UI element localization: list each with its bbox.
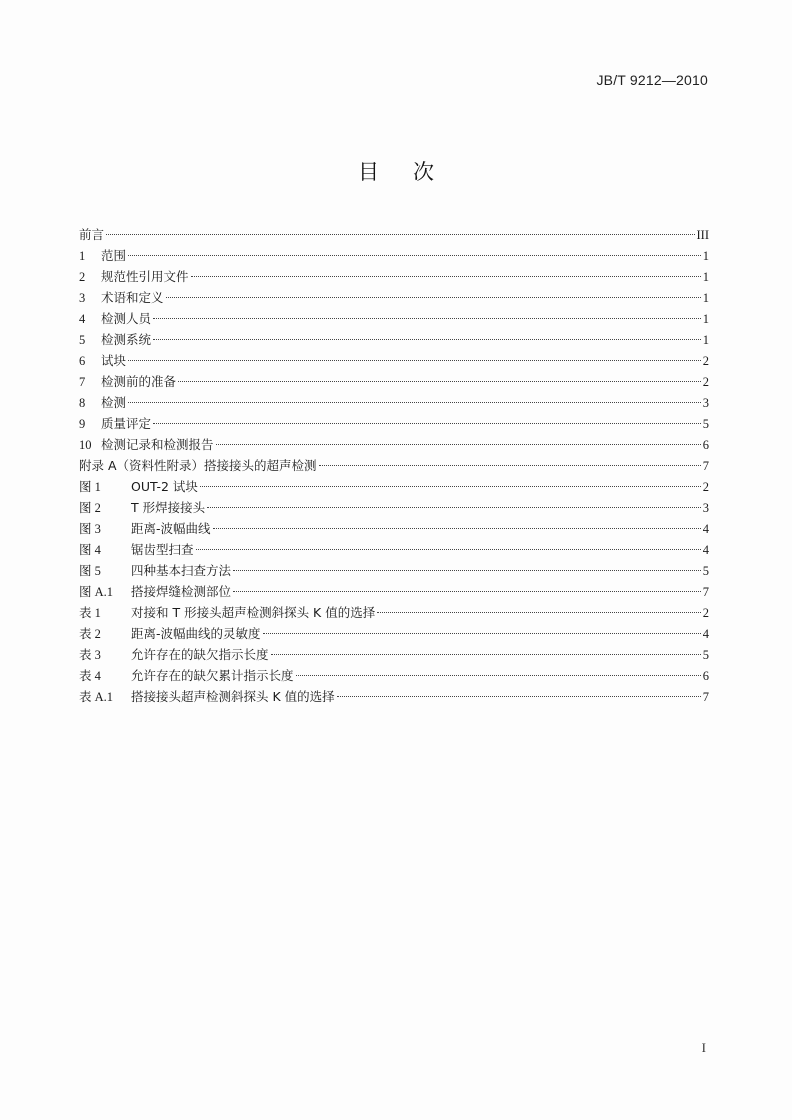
toc-entry-number: 表 4	[79, 669, 101, 683]
toc-entry-label	[79, 602, 375, 624]
toc-entry-label	[79, 686, 335, 708]
toc-entry[interactable]	[79, 665, 709, 686]
toc-entry-number: 表 A.1	[79, 690, 114, 704]
toc-entry-label	[79, 581, 231, 603]
toc-entry-label	[79, 308, 151, 330]
toc-leader-dots	[296, 675, 701, 676]
toc-entry-number: 9	[79, 417, 86, 431]
toc-entry[interactable]	[79, 455, 709, 476]
toc-entry-label	[79, 665, 294, 687]
toc-entry-text: 允许存在的缺欠指示长度	[131, 647, 269, 662]
toc-entry-page: 3	[702, 501, 709, 515]
toc-entry-number: 图 2	[79, 501, 101, 515]
toc-entry[interactable]	[79, 266, 709, 287]
toc-entry-number: 表 1	[79, 606, 101, 620]
toc-entry-label	[79, 497, 205, 519]
toc-entry-text: 搭接接头超声检测斜探头 K 值的选择	[131, 689, 335, 704]
toc-entry-page: 4	[702, 522, 709, 536]
toc-leader-dots	[128, 360, 701, 361]
toc-entry[interactable]	[79, 413, 709, 434]
toc-entry-number: 图 3	[79, 522, 101, 536]
toc-leader-dots	[128, 402, 701, 403]
toc-entry[interactable]	[79, 287, 709, 308]
toc-entry-number: 7	[79, 375, 86, 389]
toc-entry-label	[79, 644, 269, 666]
toc-entry-label	[79, 623, 261, 645]
toc-entry-text: 术语和定义	[101, 290, 164, 305]
toc-entry-page: 5	[702, 417, 709, 431]
toc-entry-label	[79, 560, 231, 582]
toc-entry-page: 1	[702, 249, 709, 263]
toc-entry[interactable]	[79, 560, 709, 581]
standard-number: JB/T 9212—2010	[596, 72, 708, 88]
toc-leader-dots	[128, 255, 701, 256]
toc-entry-page: III	[696, 228, 709, 242]
toc-leader-dots	[106, 234, 694, 235]
toc-entry-page: 2	[702, 480, 709, 494]
toc-entry-text: 锯齿型扫查	[131, 542, 194, 557]
toc-entry[interactable]	[79, 308, 709, 329]
toc-entry-page: 7	[702, 459, 709, 473]
toc-entry-label	[79, 392, 126, 414]
toc-entry-text: 范围	[101, 248, 127, 263]
toc-entry-page: 1	[702, 333, 709, 347]
toc-entry-page: 5	[702, 564, 709, 578]
toc-leader-dots	[196, 549, 701, 550]
toc-entry-page: 4	[702, 627, 709, 641]
toc-entry-text: 对接和 T 形接头超声检测斜探头 K 值的选择	[131, 605, 376, 620]
toc-entry-number: 图 A.1	[79, 585, 114, 599]
toc-leader-dots	[178, 381, 701, 382]
toc-entry-number: 图 4	[79, 543, 101, 557]
toc-leader-dots	[213, 528, 701, 529]
toc-entry-text: 检测前的准备	[101, 374, 177, 389]
toc-entry[interactable]	[79, 476, 709, 497]
toc-entry-page: 1	[702, 312, 709, 326]
toc-leader-dots	[153, 318, 701, 319]
toc-entry-text: 检测记录和检测报告	[101, 437, 214, 452]
toc-entry-text: 附录 A（资料性附录）搭接接头的超声检测	[79, 458, 317, 473]
toc-entry-page: 7	[702, 585, 709, 599]
toc-leader-dots	[216, 444, 701, 445]
toc-title: 目次	[358, 160, 468, 184]
toc-entry[interactable]	[79, 518, 709, 539]
toc-entry-page: 5	[702, 648, 709, 662]
toc-entry-text: 距离-波幅曲线的灵敏度	[131, 626, 261, 641]
toc-entry-number: 6	[79, 354, 86, 368]
toc-entry-number: 3	[79, 291, 86, 305]
toc-entry-text: 规范性引用文件	[101, 269, 189, 284]
toc-entry[interactable]	[79, 434, 709, 455]
toc-leader-dots	[153, 339, 701, 340]
toc-entry-text: T 形焊接接头	[131, 500, 206, 515]
toc-entry-text: 质量评定	[101, 416, 152, 431]
toc-entry-label	[79, 434, 214, 456]
toc-entry-number: 5	[79, 333, 86, 347]
toc-entry-label	[79, 287, 164, 309]
toc-leader-dots	[191, 276, 701, 277]
toc-entry-label	[79, 371, 176, 393]
toc-entry[interactable]	[79, 245, 709, 266]
toc-leader-dots	[377, 612, 701, 613]
toc-entry-number: 1	[79, 249, 86, 263]
toc-entry[interactable]	[79, 644, 709, 665]
toc-entry[interactable]	[79, 686, 709, 707]
toc-entry-page: 2	[702, 606, 709, 620]
toc-entry-text: 前言	[79, 227, 105, 242]
toc-entry[interactable]	[79, 371, 709, 392]
toc-entry-number: 4	[79, 312, 86, 326]
toc-entry-number: 表 2	[79, 627, 101, 641]
toc-entry-page: 1	[702, 291, 709, 305]
toc-entry-label	[79, 518, 211, 540]
toc-leader-dots	[233, 591, 701, 592]
toc-entry-text: 检测人员	[101, 311, 152, 326]
toc-entry-label	[79, 413, 151, 435]
toc-leader-dots	[263, 633, 701, 634]
toc-entry-page: 2	[702, 375, 709, 389]
toc-leader-dots	[271, 654, 701, 655]
table-of-contents	[79, 224, 709, 707]
toc-entry-page: 4	[702, 543, 709, 557]
toc-leader-dots	[319, 465, 701, 466]
toc-entry-number: 图 5	[79, 564, 101, 578]
page-number: I	[701, 1040, 706, 1055]
toc-entry[interactable]	[79, 224, 709, 245]
toc-entry[interactable]	[79, 539, 709, 560]
toc-entry-number: 表 3	[79, 648, 101, 662]
toc-entry-label	[79, 329, 151, 351]
toc-entry-page: 2	[702, 354, 709, 368]
toc-leader-dots	[200, 486, 701, 487]
toc-entry-text: 搭接焊缝检测部位	[131, 584, 232, 599]
toc-entry[interactable]	[79, 329, 709, 350]
toc-entry-number: 2	[79, 270, 86, 284]
toc-entry-label	[79, 224, 104, 245]
toc-entry-label	[79, 539, 194, 561]
toc-entry-label	[79, 476, 198, 498]
toc-entry-page: 6	[702, 438, 709, 452]
toc-entry-label	[79, 266, 189, 288]
toc-entry[interactable]	[79, 602, 709, 623]
toc-entry-text: 检测系统	[101, 332, 152, 347]
toc-entry[interactable]	[79, 623, 709, 644]
toc-leader-dots	[337, 696, 701, 697]
toc-entry-text: 检测	[101, 395, 127, 410]
toc-entry[interactable]	[79, 497, 709, 518]
toc-entry-page: 6	[702, 669, 709, 683]
toc-entry-text: 允许存在的缺欠累计指示长度	[131, 668, 294, 683]
toc-leader-dots	[233, 570, 701, 571]
toc-entry-page: 3	[702, 396, 709, 410]
toc-entry-label	[79, 455, 317, 476]
toc-entry[interactable]	[79, 350, 709, 371]
toc-entry-number: 8	[79, 396, 86, 410]
toc-entry-text: 四种基本扫查方法	[131, 563, 232, 578]
toc-entry-page: 7	[702, 690, 709, 704]
toc-entry-label	[79, 350, 126, 372]
toc-entry-text: OUT-2 试块	[131, 479, 198, 494]
toc-entry-text: 距离-波幅曲线	[131, 521, 211, 536]
toc-leader-dots	[207, 507, 701, 508]
toc-entry-number: 10	[79, 438, 92, 452]
toc-entry-label	[79, 245, 126, 267]
toc-entry-number: 图 1	[79, 480, 101, 494]
toc-entry-page: 1	[702, 270, 709, 284]
toc-leader-dots	[153, 423, 701, 424]
toc-leader-dots	[166, 297, 701, 298]
toc-entry[interactable]	[79, 392, 709, 413]
toc-entry-text: 试块	[101, 353, 127, 368]
toc-entry[interactable]	[79, 581, 709, 602]
